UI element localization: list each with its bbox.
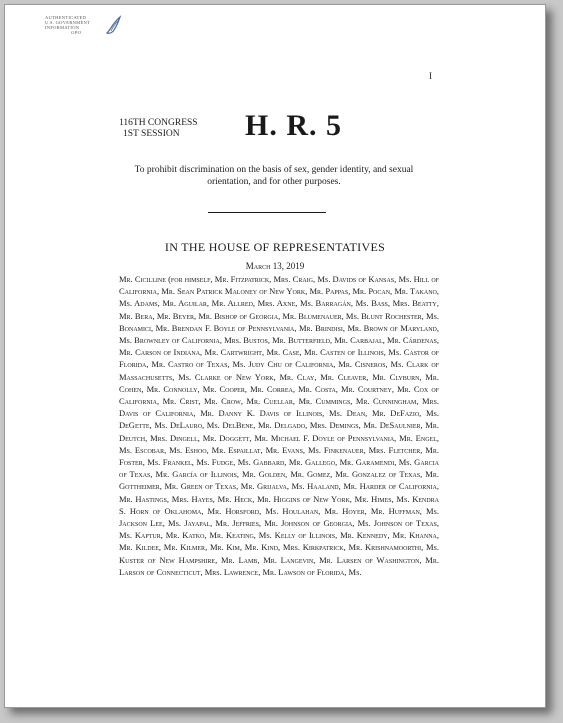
congress-session-block bbox=[119, 118, 198, 140]
session-label: 1ST SESSION bbox=[123, 129, 180, 139]
seal-line-3: INFORMATION bbox=[45, 25, 80, 30]
sponsors-text: Mr. Cicilline (for himself, Mr. Fitzpatrick, Mrs. Craig, Ms. Davids of Kansas, Ms. Hill of California, Mr. Sean Patrick Maloney of New York, Mr. Pappas, Mr. Pocan, Mr. Takano, Ms. Adams, Mr. Aguilar, Mr. Allred, Mrs. Axne, Ms. Barragán, Ms. Bass, Mrs. Beatty, Mr. Bera, Mr. Beyer, Mr. Bishop of Georgia, Mr. Blumenauer, Ms. Blunt Rochester, Ms. Bonamici, Mr. Brendan F. Boyle of Pennsylvania, Mr. Brindisi, Mr. Brown of Maryland, Ms. Brownley of California, Mrs. Bustos, Mr. Butterfield, Mr. Carbajal, Mr. Cárdenas, Mr. Carson of Indiana, Mr. Cartwright, Mr. Case, Mr. Casten of Illinois, Ms. Castor of Florida, Mr. Castro of Texas, Ms. Judy Chu of California, Mr. Cisneros, Ms. Clark of Massachusetts, Ms. Clarke of New York, Mr. Clay, Mr. Cleaver, Mr. Clyburn, Mr. Cohen, Mr. Connolly, Mr. Cooper, Mr. Correa, Mr. Costa, Mr. Courtney, Mr. Cox of California, Mr. Crist, Mr. Crow, Mr. Cuellar, Mr. Cummings, Mr. Cunningham, Mrs. Davis of California, Mr. Danny K. Davis of Illinois, Ms. Dean, Mr. DeFazio, Ms. DeGette, Ms. DeLauro, Ms. DelBene, Mr. Delgado, Mrs. Demings, Mr. DeSaulnier, Mr. Deutch, Mrs. Dingell, Mr. Doggett, Mr. Michael F. Doyle of Pennsylvania, Mr. Engel, Ms. Escobar, Ms. Eshoo, Mr. Espaillat, Mr. Evans, Ms. Finkenauer, Mrs. Fletcher, Mr. Foster, Ms. Frankel, Ms. Fudge, Ms. Gabbard, Mr. Gallego, Mr. Garamendi, Ms. Garcia of Texas, Mr. García of Illinois, Mr. Golden, Mr. Gomez, Mr. Gonzalez of Texas, Mr. Gottheimer, Mr. Green of Texas, Mr. Grijalva, Ms. Haaland, Mr. Harder of California, Mr. Hastings, Mrs. Hayes, Mr. Heck, Mr. Higgins of New York, Mr. Himes, Ms. Kendra S. Horn of Oklahoma, Mr. Horsford, Ms. Houlahan, Mr. Hoyer, Mr. Huffman, Ms. Jackson Lee, Ms. Jayapal, Mr. Jeffries, Mr. Johnson of Georgia, Ms. Johnson of Texas, Ms. Kaptur, Mr. Katko, Mr. Keating, Ms. Kelly of Illinois, Mr. Kennedy, Mr. Khanna, Mr. Kildee, Mr. Kilmer, Mr. Kim, Mr. Kind, Mrs. Kirkpatrick, Mr. Krishnamoorthi, Ms. Kuster of New Hampshire, Mr. Lamb, Mr. Langevin, Mr. Larsen of Washington, Mr. Larson of Connecticut, Mrs. Lawrence, Mr. Lawson of Florida, Ms. bbox=[119, 274, 439, 577]
bill-purpose: To prohibit discrimination on the basis of sex, gender identity, and sexual orientation, and for other purposes. bbox=[134, 165, 414, 187]
bill-page bbox=[4, 4, 546, 708]
chamber-heading: IN THE HOUSE OF REPRESENTATIVES bbox=[164, 240, 386, 254]
seal-line-2: U.S. GOVERNMENT bbox=[45, 20, 91, 25]
eagle-seal-icon bbox=[105, 15, 123, 37]
page-number: I bbox=[429, 71, 432, 81]
divider-rule bbox=[208, 212, 326, 213]
introduction-date: March 13, 2019 bbox=[245, 261, 305, 271]
seal-line-4: GPO bbox=[71, 30, 82, 35]
seal-line-1: AUTHENTICATED bbox=[45, 15, 87, 20]
congress-label: 116TH CONGRESS bbox=[119, 118, 198, 128]
sponsors-paragraph bbox=[119, 273, 439, 578]
bill-number: H. R. 5 bbox=[245, 109, 342, 142]
gpo-authentication-seal bbox=[45, 13, 125, 49]
